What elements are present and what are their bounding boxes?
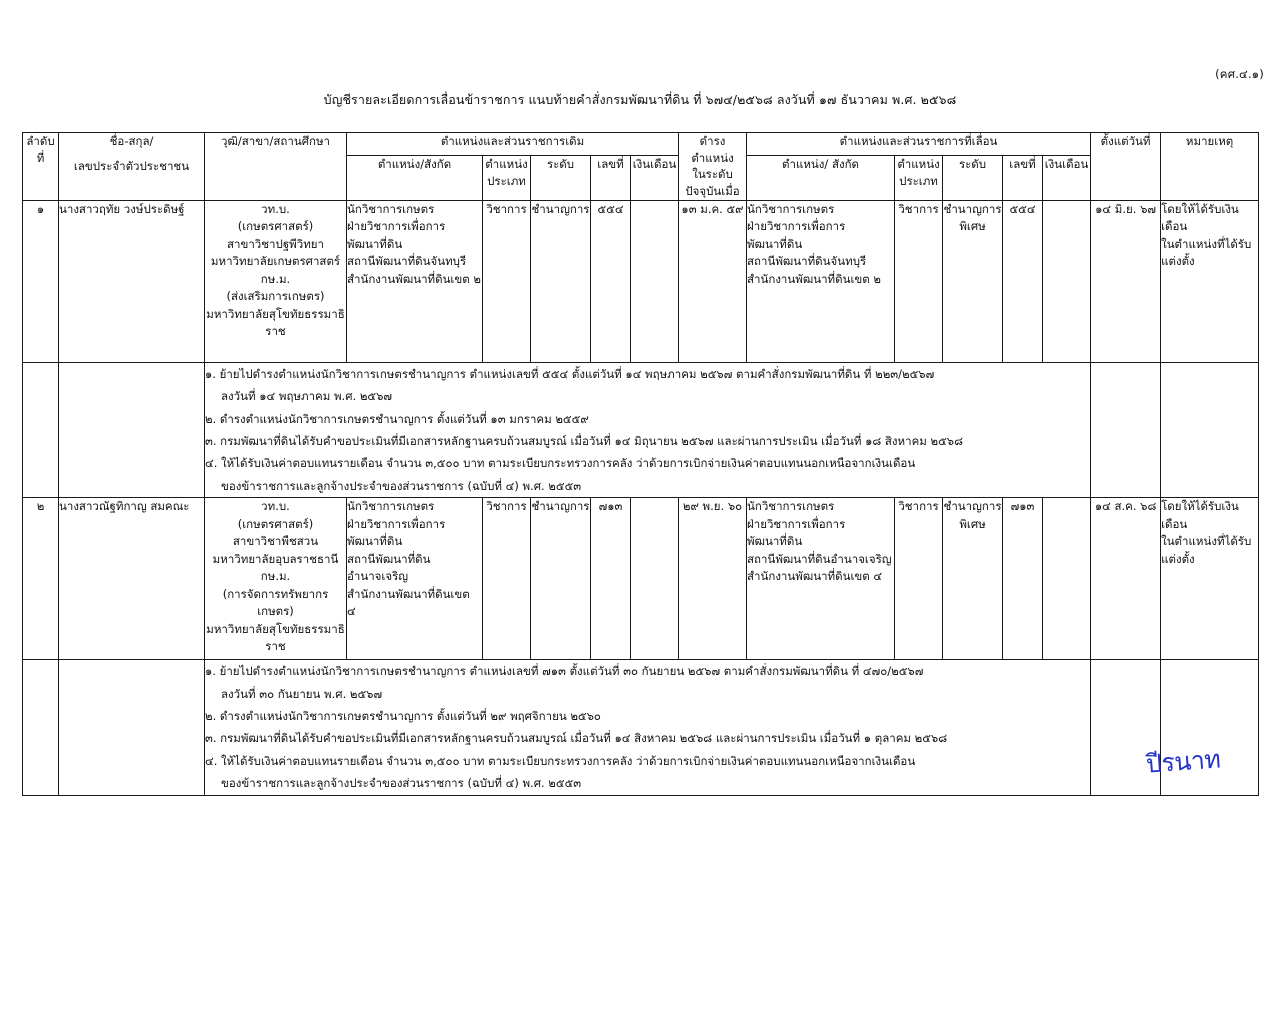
header-level-new: ระดับ: [943, 155, 1003, 200]
header-position-unit-new: ตำแหน่ง/ สังกัด: [747, 155, 895, 200]
old-unit-line: ฝ่ายวิชาการเพื่อการพัฒนาที่ดิน: [347, 516, 446, 549]
header-position-type-new-l1: ตำแหน่ง: [897, 156, 940, 171]
education-line: มหาวิทยาลัยอุบลราชธานี: [212, 551, 339, 566]
row-remark: [1161, 200, 1259, 362]
row-old-salary: [631, 498, 679, 660]
header-seq: ลำดับที่: [23, 133, 59, 201]
new-unit-line: ฝ่ายวิชาการเพื่อการพัฒนาที่ดิน: [747, 219, 846, 251]
header-group-old: ตำแหน่งและส่วนราชการเดิม: [347, 133, 679, 156]
document-title: บัญชีรายละเอียดการเลื่อนข้าราชการ แนบท้ายคำสั่งกรมพัฒนาที่ดิน ที่ ๖๗๔/๒๕๖๘ ลงวันที่ ๑๗ ธันวาคม พ.ศ. ๒๕๖๘: [323, 92, 957, 107]
education-line: กษ.ม.: [260, 271, 291, 286]
note-line: ๒. ดำรงตำแหน่งนักวิชาการเกษตรชำนาญการ ตั้งแต่วันที่ ๒๙ พฤศจิกายน ๒๕๖๐: [205, 709, 601, 724]
row-education: [205, 200, 347, 362]
new-unit-line: ฝ่ายวิชาการเพื่อการพัฒนาที่ดิน: [747, 516, 846, 549]
education-line: (การจัดการทรัพยากรเกษตร): [222, 586, 329, 619]
note-line: ๑. ย้ายไปดำรงตำแหน่งนักวิชาการเกษตรชำนาญการ ตำแหน่งเลขที่ ๗๑๓ ตั้งแต่วันที่ ๓๐ กันยายน ๒๕๖๗ ตามคำสั่งกรมพัฒนาที่ดิน ที่ ๔๗๐/๒๕๖๗: [205, 664, 924, 679]
old-unit-line: สำนักงานพัฒนาที่ดินเขต ๔: [347, 586, 470, 619]
row-notes: [205, 660, 1091, 796]
new-unit-line: สำนักงานพัฒนาที่ดินเขต ๔: [747, 569, 883, 584]
notes-seq-spacer: [23, 362, 59, 498]
new-unit-line: นักวิชาการเกษตร: [747, 201, 835, 216]
header-name-line1: ชื่อ-สกุล/: [109, 134, 154, 148]
header-number-old: เลขที่: [591, 155, 631, 200]
education-line: มหาวิทยาลัยสุโขทัยธรรมาธิราช: [206, 621, 345, 653]
row-old-position-type: วิชาการ: [483, 200, 531, 362]
new-unit-line: นักวิชาการเกษตร: [747, 499, 835, 514]
old-unit-line: สำนักงานพัฒนาที่ดินเขต ๒: [347, 271, 481, 286]
row-name: [59, 200, 205, 362]
row-name-text: นางสาวณัฐทิกาญ สมคณะ: [59, 499, 190, 514]
header-salary-old: เงินเดือน: [631, 155, 679, 200]
row-old-number: ๕๕๔: [591, 200, 631, 362]
row-current-level-date: ๑๓ ม.ค. ๕๙: [679, 200, 747, 362]
education-line: สาขาวิชาพืชสวน: [232, 534, 319, 549]
notes-seq-spacer: [23, 660, 59, 796]
row-old-level: ชำนาญการ: [531, 498, 591, 660]
header-position-type-old: [483, 155, 531, 200]
new-level-line1: ชำนาญการ: [943, 201, 1002, 216]
education-line: มหาวิทยาลัยเกษตรศาสตร์: [210, 254, 341, 269]
row-new-level: [943, 498, 1003, 660]
old-unit-line: สถานีพัฒนาที่ดินอำนาจเจริญ: [347, 551, 431, 584]
new-level-line1: ชำนาญการ: [943, 499, 1002, 514]
education-line: วท.บ.: [261, 499, 290, 514]
table-row: [23, 498, 1259, 660]
old-unit-line: ฝ่ายวิชาการเพื่อการพัฒนาที่ดิน: [347, 219, 446, 251]
row-current-level-date: ๒๙ พ.ย. ๖๐: [679, 498, 747, 660]
notes-remark-spacer: [1161, 362, 1259, 498]
education-line: (เกษตรศาสตร์): [237, 219, 314, 234]
old-unit-line: นักวิชาการเกษตร: [347, 499, 435, 514]
note-line: ๒. ดำรงตำแหน่งนักวิชาการเกษตรชำนาญการ ตั้งแต่วันที่ ๑๓ มกราคม ๒๕๕๙: [205, 411, 589, 426]
notes-name-spacer: [59, 660, 205, 796]
education-line: กษ.ม.: [260, 569, 291, 584]
header-position-type-new-l2: ประเภท: [899, 173, 938, 188]
new-unit-line: สำนักงานพัฒนาที่ดินเขต ๒: [747, 271, 881, 286]
header-current-level-date: [679, 133, 747, 201]
header-level-old: ระดับ: [531, 155, 591, 200]
header-position-unit-old: ตำแหน่ง/สังกัด: [347, 155, 483, 200]
promotion-details-table: [22, 132, 1259, 796]
note-line: ของข้าราชการและลูกจ้างประจำของส่วนราชการ (ฉบับที่ ๔) พ.ศ. ๒๕๕๓: [221, 478, 582, 493]
remark-line: ในตำแหน่งที่ได้รับ: [1161, 236, 1252, 251]
header-salary-new: เงินเดือน: [1043, 155, 1091, 200]
new-level-line2: พิเศษ: [959, 219, 986, 234]
note-line: ของข้าราชการและลูกจ้างประจำของส่วนราชการ (ฉบับที่ ๔) พ.ศ. ๒๕๕๓: [221, 776, 582, 791]
row-new-position-type: วิชาการ: [895, 200, 943, 362]
new-level-line2: พิเศษ: [959, 516, 986, 531]
row-name-text: นางสาวฤทัย วงษ์ประดิษฐ์: [59, 201, 185, 216]
remark-line: โดยให้ได้รับเงินเดือน: [1161, 499, 1239, 531]
row-old-position-unit: [347, 200, 483, 362]
row-new-position-unit: [747, 200, 895, 362]
notes-date-spacer: [1091, 362, 1161, 498]
notes-row: [23, 660, 1259, 796]
new-unit-line: สถานีพัฒนาที่ดินจันทบุรี: [747, 254, 867, 269]
remark-line: โดยให้ได้รับเงินเดือน: [1161, 201, 1239, 234]
note-line: ๓. กรมพัฒนาที่ดินได้รับคำขอประเมินที่มีเอกสารหลักฐานครบถ้วนสมบูรณ์ เมื่อวันที่ ๑๔ มิถุนายน ๒๕๖๗ และผ่านการประเมิน เมื่อวันที่ ๑๘ สิงหาคม ๒๕๖๘: [205, 433, 963, 448]
table-header-row-1: [23, 133, 1259, 156]
old-unit-line: นักวิชาการเกษตร: [347, 201, 435, 216]
education-line: วท.บ.: [261, 201, 290, 216]
row-new-number: ๗๑๓: [1003, 498, 1043, 660]
notes-row: [23, 362, 1259, 498]
education-line: มหาวิทยาลัยสุโขทัยธรรมาธิราช: [206, 306, 345, 338]
row-old-number: ๗๑๓: [591, 498, 631, 660]
row-notes: [205, 362, 1091, 498]
remark-line: แต่งตั้ง: [1161, 254, 1195, 269]
note-line: ๔. ให้ได้รับเงินค่าตอบแทนรายเดือน จำนวน ๓,๕๐๐ บาท ตามระเบียบกระทรวงการคลัง ว่าด้วยการเบิกจ่ายเงินค่าตอบแทนนอกเหนือจากเงินเดือน: [205, 456, 916, 471]
header-name: [59, 133, 205, 201]
form-code-label: (คศ.๔.๑): [1215, 67, 1264, 81]
row-remark: [1161, 498, 1259, 660]
header-position-type-old-l2: ประเภท: [487, 173, 526, 188]
header-position-type-old-l1: ตำแหน่ง: [485, 156, 528, 171]
handwritten-signature: ปีรนาท: [1145, 744, 1222, 779]
header-group-new: ตำแหน่งและส่วนราชการที่เลื่อน: [747, 133, 1091, 156]
note-line: ลงวันที่ ๓๐ กันยายน พ.ศ. ๒๕๖๗: [221, 686, 383, 701]
row-old-salary: [631, 200, 679, 362]
row-effective-date: ๑๔ ส.ค. ๖๘: [1091, 498, 1161, 660]
note-line: ลงวันที่ ๑๔ พฤษภาคม พ.ศ. ๒๕๖๗: [221, 389, 393, 404]
note-line: ๔. ให้ได้รับเงินค่าตอบแทนรายเดือน จำนวน ๓,๕๐๐ บาท ตามระเบียบกระทรวงการคลัง ว่าด้วยการเบิกจ่ายเงินค่าตอบแทนนอกเหนือจากเงินเดือน: [205, 753, 916, 768]
remark-line: ในตำแหน่งที่ได้รับ: [1161, 534, 1252, 549]
header-position-type-new: [895, 155, 943, 200]
header-name-line2: เลขประจำตัวประชาชน: [73, 158, 190, 173]
education-line: สาขาวิชาปฐพีวิทยา: [227, 236, 324, 251]
header-current-l1: ดำรงตำแหน่ง: [691, 134, 734, 165]
notes-name-spacer: [59, 362, 205, 498]
row-old-position-unit: [347, 498, 483, 660]
row-seq: ๑: [23, 200, 59, 362]
header-number-new: เลขที่: [1003, 155, 1043, 200]
row-old-position-type: วิชาการ: [483, 498, 531, 660]
row-seq: ๒: [23, 498, 59, 660]
row-name: [59, 498, 205, 660]
note-line: ๓. กรมพัฒนาที่ดินได้รับคำขอประเมินที่มีเอกสารหลักฐานครบถ้วนสมบูรณ์ เมื่อวันที่ ๑๔ สิงหาคม ๒๕๖๘ และผ่านการประเมิน เมื่อวันที่ ๑ ตุลาคม ๒๕๖๘: [205, 731, 948, 746]
new-unit-line: สถานีพัฒนาที่ดินอำนาจเจริญ: [747, 551, 892, 566]
education-line: (เกษตรศาสตร์): [237, 516, 314, 531]
note-line: ๑. ย้ายไปดำรงตำแหน่งนักวิชาการเกษตรชำนาญการ ตำแหน่งเลขที่ ๕๕๔ ตั้งแต่วันที่ ๑๔ พฤษภาคม ๒๕๖๗ ตามคำสั่งกรมพัฒนาที่ดิน ที่ ๒๒๓/๒๕๖๗: [205, 366, 935, 381]
row-new-salary: [1043, 200, 1091, 362]
row-effective-date: ๑๔ มิ.ย. ๖๗: [1091, 200, 1161, 362]
row-new-position-type: วิชาการ: [895, 498, 943, 660]
old-unit-line: สถานีพัฒนาที่ดินจันทบุรี: [347, 254, 467, 269]
row-new-salary: [1043, 498, 1091, 660]
row-education: [205, 498, 347, 660]
row-old-level: ชำนาญการ: [531, 200, 591, 362]
education-line: (ส่งเสริมการเกษตร): [226, 289, 325, 304]
remark-line: แต่งตั้ง: [1161, 551, 1195, 566]
header-current-l3: ปัจจุบันเมื่อ: [685, 184, 740, 199]
row-new-level: [943, 200, 1003, 362]
header-remark: หมายเหตุ: [1161, 133, 1259, 201]
header-effective-date: ตั้งแต่วันที่: [1091, 133, 1161, 201]
header-current-l2: ในระดับ: [692, 167, 733, 182]
table-row: [23, 200, 1259, 362]
header-education: วุฒิ/สาขา/สถานศึกษา: [205, 133, 347, 201]
row-new-number: ๕๕๔: [1003, 200, 1043, 362]
row-new-position-unit: [747, 498, 895, 660]
